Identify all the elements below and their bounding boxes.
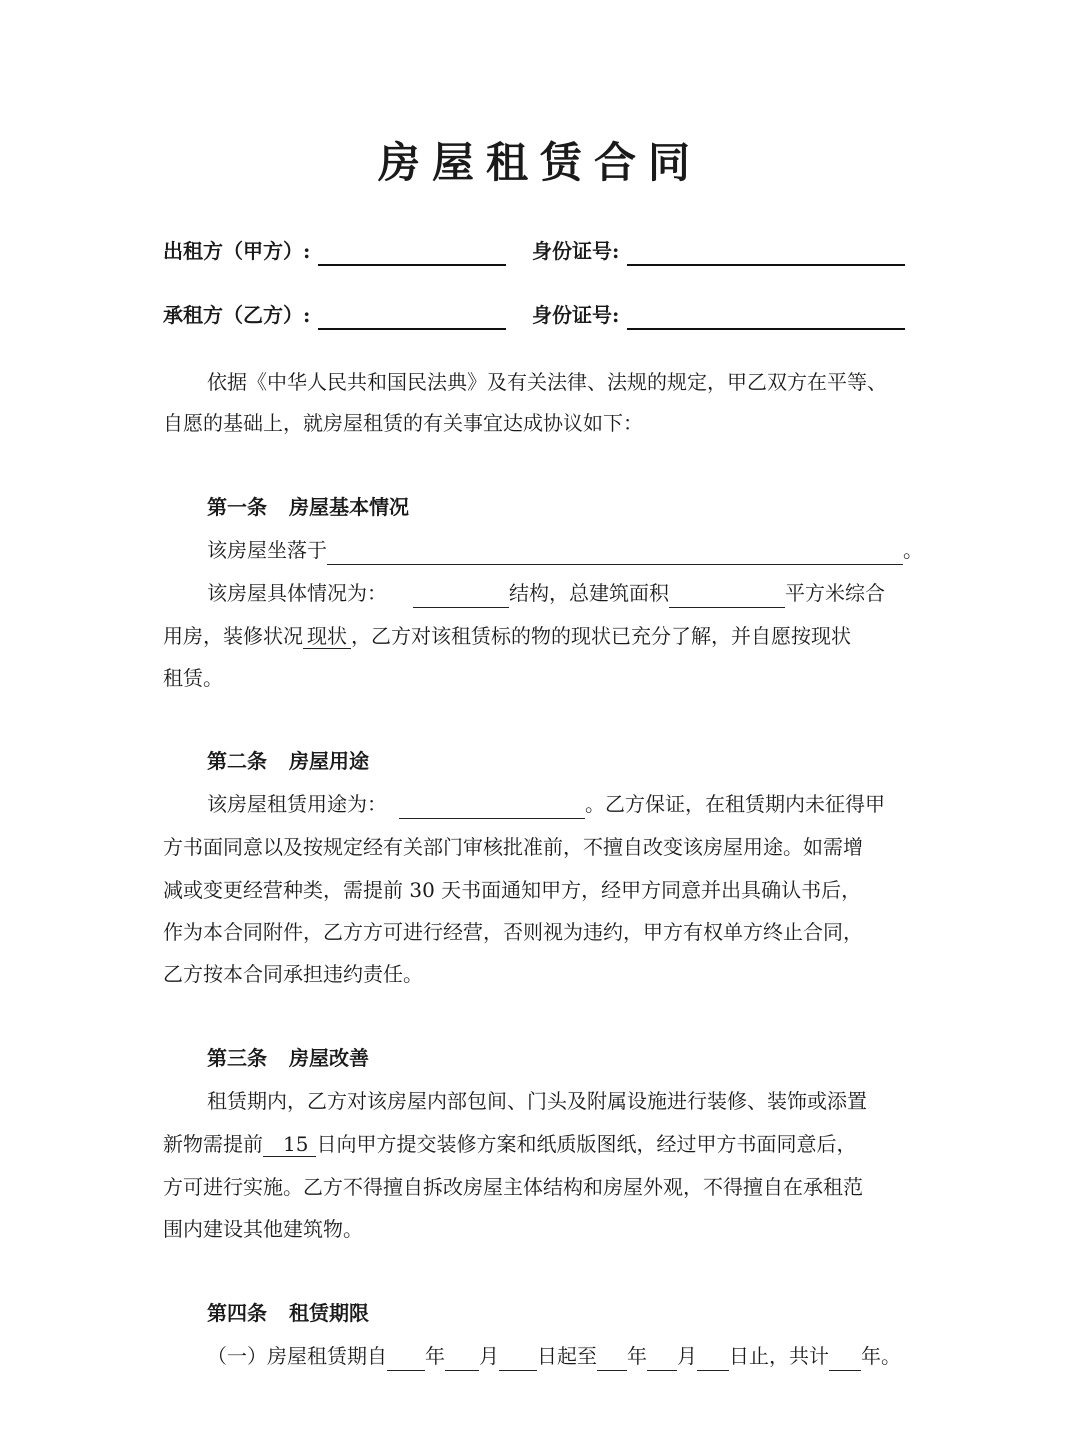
location-suffix: 。 (903, 538, 923, 562)
article3-heading (207, 1043, 369, 1073)
article3-number: 第三条 (207, 1046, 267, 1070)
lessor-id-field[interactable] (627, 240, 905, 266)
lessor-name-field[interactable] (318, 240, 506, 266)
days-prefix: 新物需提前 (163, 1132, 263, 1156)
preamble-line1: 依据《中华人民共和国民法典》及有关法律、法规的规定，甲乙双方在平等、 (207, 370, 887, 394)
article1-number: 第一条 (207, 495, 267, 519)
lessee-id-field[interactable] (627, 304, 905, 330)
month-label: 月 (479, 1344, 499, 1368)
use-suffix: 。乙方保证，在租赁期内未征得甲 (585, 792, 885, 816)
article2-number: 第二条 (207, 749, 267, 773)
days-field[interactable]: 15 (263, 1132, 316, 1157)
article1-line3: 租赁。 (163, 666, 223, 690)
article3-line3: 方可进行实施。乙方不得擅自拆改房屋主体结构和房屋外观，不得擅自在承租范 (163, 1175, 863, 1199)
article4-heading (207, 1298, 369, 1328)
detail-prefix: 该房屋具体情况为： (207, 581, 387, 605)
article2-line2: 方书面同意以及按规定经有关部门审核批准前，不擅自改变该房屋用途。如需增 (163, 835, 863, 859)
article3-line1: 租赁期内，乙方对该房屋内部包间、门头及附属设施进行装修、装饰或添置 (207, 1089, 867, 1113)
days-suffix: 日向甲方提交装修方案和纸质版图纸，经过甲方书面同意后， (316, 1132, 857, 1156)
article2-line5: 乙方按本合同承担违约责任。 (163, 962, 423, 986)
end-year-label: 年 (627, 1344, 647, 1368)
article1-heading (207, 492, 409, 522)
article4-title: 租赁期限 (289, 1301, 369, 1325)
article1-title: 房屋基本情况 (289, 495, 409, 519)
start-month-field[interactable] (445, 1346, 479, 1371)
lessor-id-row (532, 236, 905, 266)
day-until-label: 日止，共计 (729, 1344, 829, 1368)
end-day-field[interactable] (697, 1346, 729, 1371)
lessor-label: 出租方（甲方）: (163, 239, 311, 263)
lessee-name-field[interactable] (318, 304, 506, 330)
end-month-label: 月 (677, 1344, 697, 1368)
decoration-status-field[interactable]: 现状 (303, 624, 351, 649)
article2-heading (207, 746, 369, 776)
article3-title: 房屋改善 (289, 1046, 369, 1070)
year-label: 年 (425, 1344, 445, 1368)
use-field[interactable] (399, 794, 585, 819)
article3-line4: 围内建设其他建筑物。 (163, 1217, 363, 1241)
page-title: 房屋租赁合同 (377, 138, 702, 187)
area-field[interactable] (669, 583, 785, 608)
article2-use-line (207, 789, 885, 819)
lessee-label: 承租方（乙方）: (163, 303, 311, 327)
article2-line4: 作为本合同附件，乙方方可进行经营，否则视为违约，甲方有权单方终止合同， (163, 920, 863, 944)
term-prefix: （一）房屋租赁期自 (207, 1344, 387, 1368)
article3-line2 (163, 1129, 856, 1159)
article1-detail-line (207, 578, 885, 608)
start-day-field[interactable] (499, 1346, 537, 1371)
end-year-field[interactable] (597, 1346, 627, 1371)
start-year-field[interactable] (387, 1346, 425, 1371)
location-prefix: 该房屋坐落于 (207, 538, 327, 562)
lessee-id-row (532, 300, 905, 330)
article4-term-line (207, 1341, 901, 1371)
preamble-line2: 自愿的基础上，就房屋租赁的有关事宜达成协议如下： (163, 411, 643, 435)
day-from-label: 日起至 (537, 1344, 597, 1368)
structure-text: 结构，总建筑面积 (509, 581, 669, 605)
lessee-id-label: 身份证号: (532, 303, 620, 327)
total-years-field[interactable] (829, 1346, 861, 1371)
year-end-label: 年。 (861, 1344, 901, 1368)
article1-location-line (207, 535, 923, 565)
structure-field[interactable] (413, 583, 509, 608)
decoration-prefix: 用房，装修状况 (163, 624, 303, 648)
end-month-field[interactable] (647, 1346, 677, 1371)
article2-title: 房屋用途 (289, 749, 369, 773)
lessee-row (163, 300, 506, 330)
article4-number: 第四条 (207, 1301, 267, 1325)
area-unit: 平方米综合 (785, 581, 885, 605)
article1-decoration-line (163, 621, 851, 651)
use-prefix: 该房屋租赁用途为： (207, 792, 387, 816)
article2-line3: 减或变更经营种类，需提前 30 天书面通知甲方，经甲方同意并出具确认书后， (163, 878, 862, 902)
lessor-id-label: 身份证号: (532, 239, 620, 263)
decoration-suffix: ，乙方对该租赁标的物的现状已充分了解，并自愿按现状 (351, 624, 851, 648)
location-field[interactable] (327, 540, 903, 565)
lessor-row (163, 236, 506, 266)
